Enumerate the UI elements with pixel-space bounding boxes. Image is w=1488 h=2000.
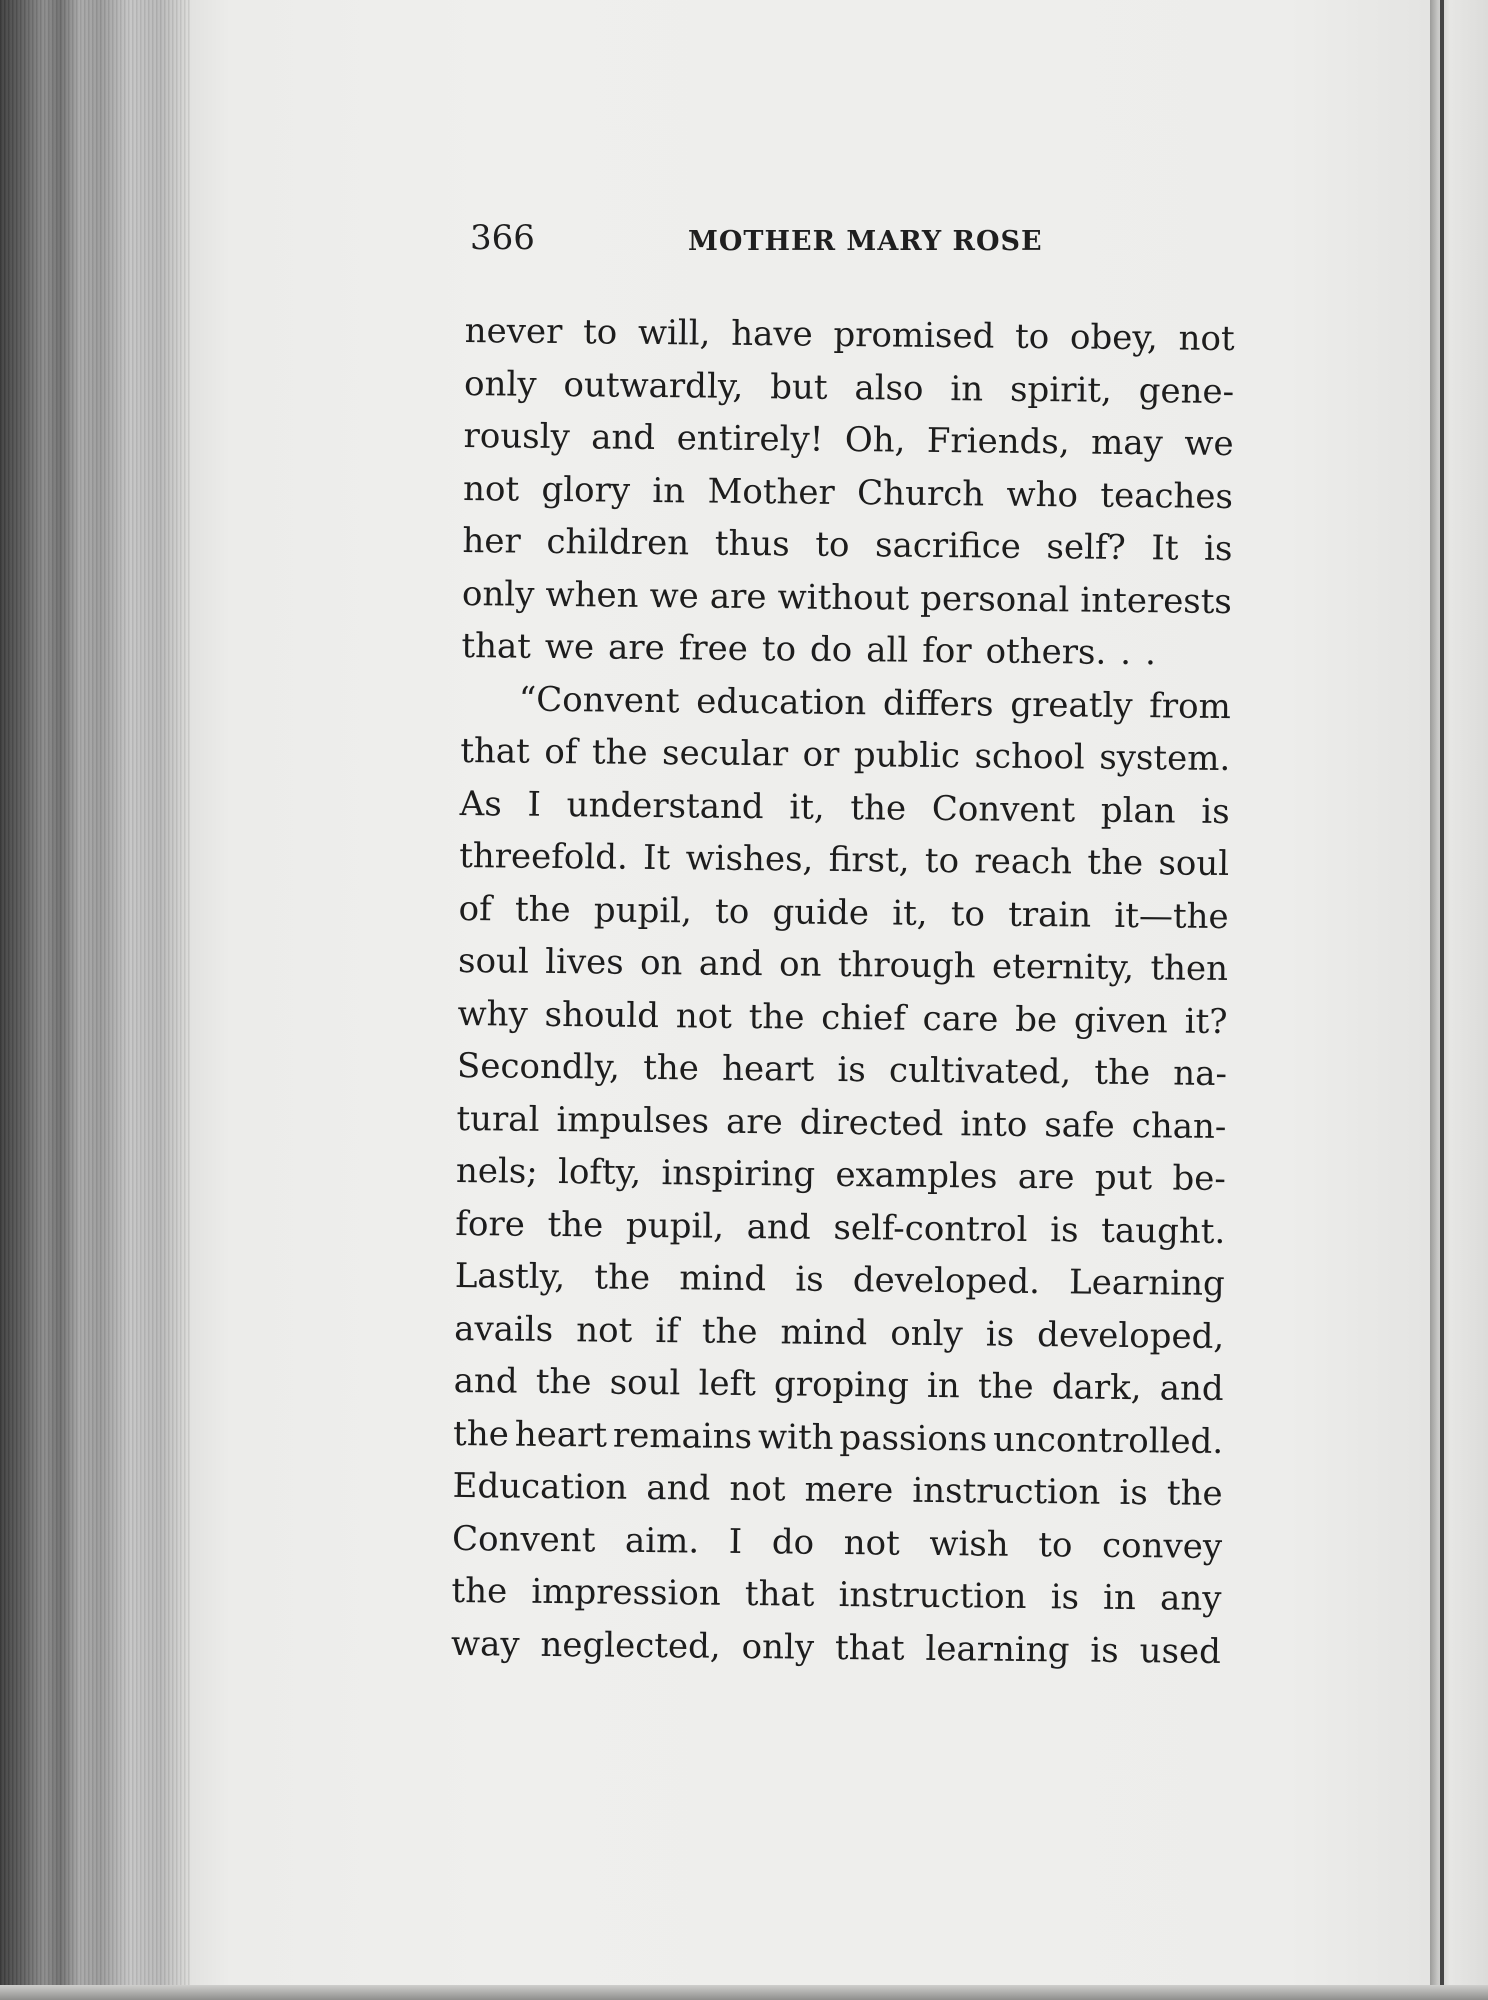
text-line: the heart remains with passions uncontrolled. (452, 1413, 1224, 1462)
facing-page-edge (1430, 0, 1488, 2000)
text-line: rously and entirely! Oh, Friends, may we (463, 415, 1234, 465)
text-line: Education and not mere instruction is the (452, 1465, 1223, 1514)
book-page-edges (0, 0, 200, 2000)
text-line: Convent aim. I do not wish to convey (451, 1518, 1223, 1567)
text-line: tural impulses are directed into safe chan- (456, 1098, 1227, 1147)
text-line: the impression that instruction is in any (451, 1570, 1222, 1619)
page-header (470, 218, 1240, 268)
body-text (451, 305, 1235, 1678)
bottom-page-edge (0, 1985, 1488, 2000)
text-line: threefold. It wishes, first, to reach the soul (459, 835, 1230, 885)
running-title: MOTHER MARY ROSE (688, 226, 1043, 257)
text-line: of the pupil, to guide it, to train it—the (458, 888, 1229, 937)
text-line: that we are free to do all for others. . . (461, 625, 1157, 674)
text-line: that of the secular or public school system. (460, 730, 1231, 780)
text-line: only outwardly, but also in spirit, gene- (463, 363, 1235, 412)
text-line: only when we are without personal interests (461, 573, 1233, 622)
text-line: and the soul left groping in the dark, and (453, 1360, 1224, 1410)
text-line: Lastly, the mind is developed. Learning (454, 1255, 1225, 1305)
text-line: “Convent education differs greatly from (518, 679, 1232, 727)
text-line: why should not the chief care be given it? (457, 993, 1228, 1042)
text-line: fore the pupil, and self-control is taught. (455, 1203, 1226, 1252)
text-line: never to will, have promised to obey, not (464, 310, 1235, 360)
text-line: As I understand it, the Convent plan is (459, 783, 1230, 832)
text-line: Secondly, the heart is cultivated, the na- (456, 1045, 1228, 1095)
text-line: nels; lofty, inspiring examples are put be- (455, 1150, 1227, 1200)
page-number: 366 (470, 218, 535, 258)
text-line: her children thus to sacrifice self? It is (462, 520, 1233, 570)
text-line: soul lives on and on through eternity, then (457, 940, 1229, 990)
text-line: way neglected, only that learning is used (450, 1623, 1222, 1672)
text-line: avails not if the mind only is developed, (454, 1308, 1225, 1357)
gutter-line (1440, 0, 1444, 2000)
text-line: not glory in Mother Church who teaches (462, 468, 1234, 517)
